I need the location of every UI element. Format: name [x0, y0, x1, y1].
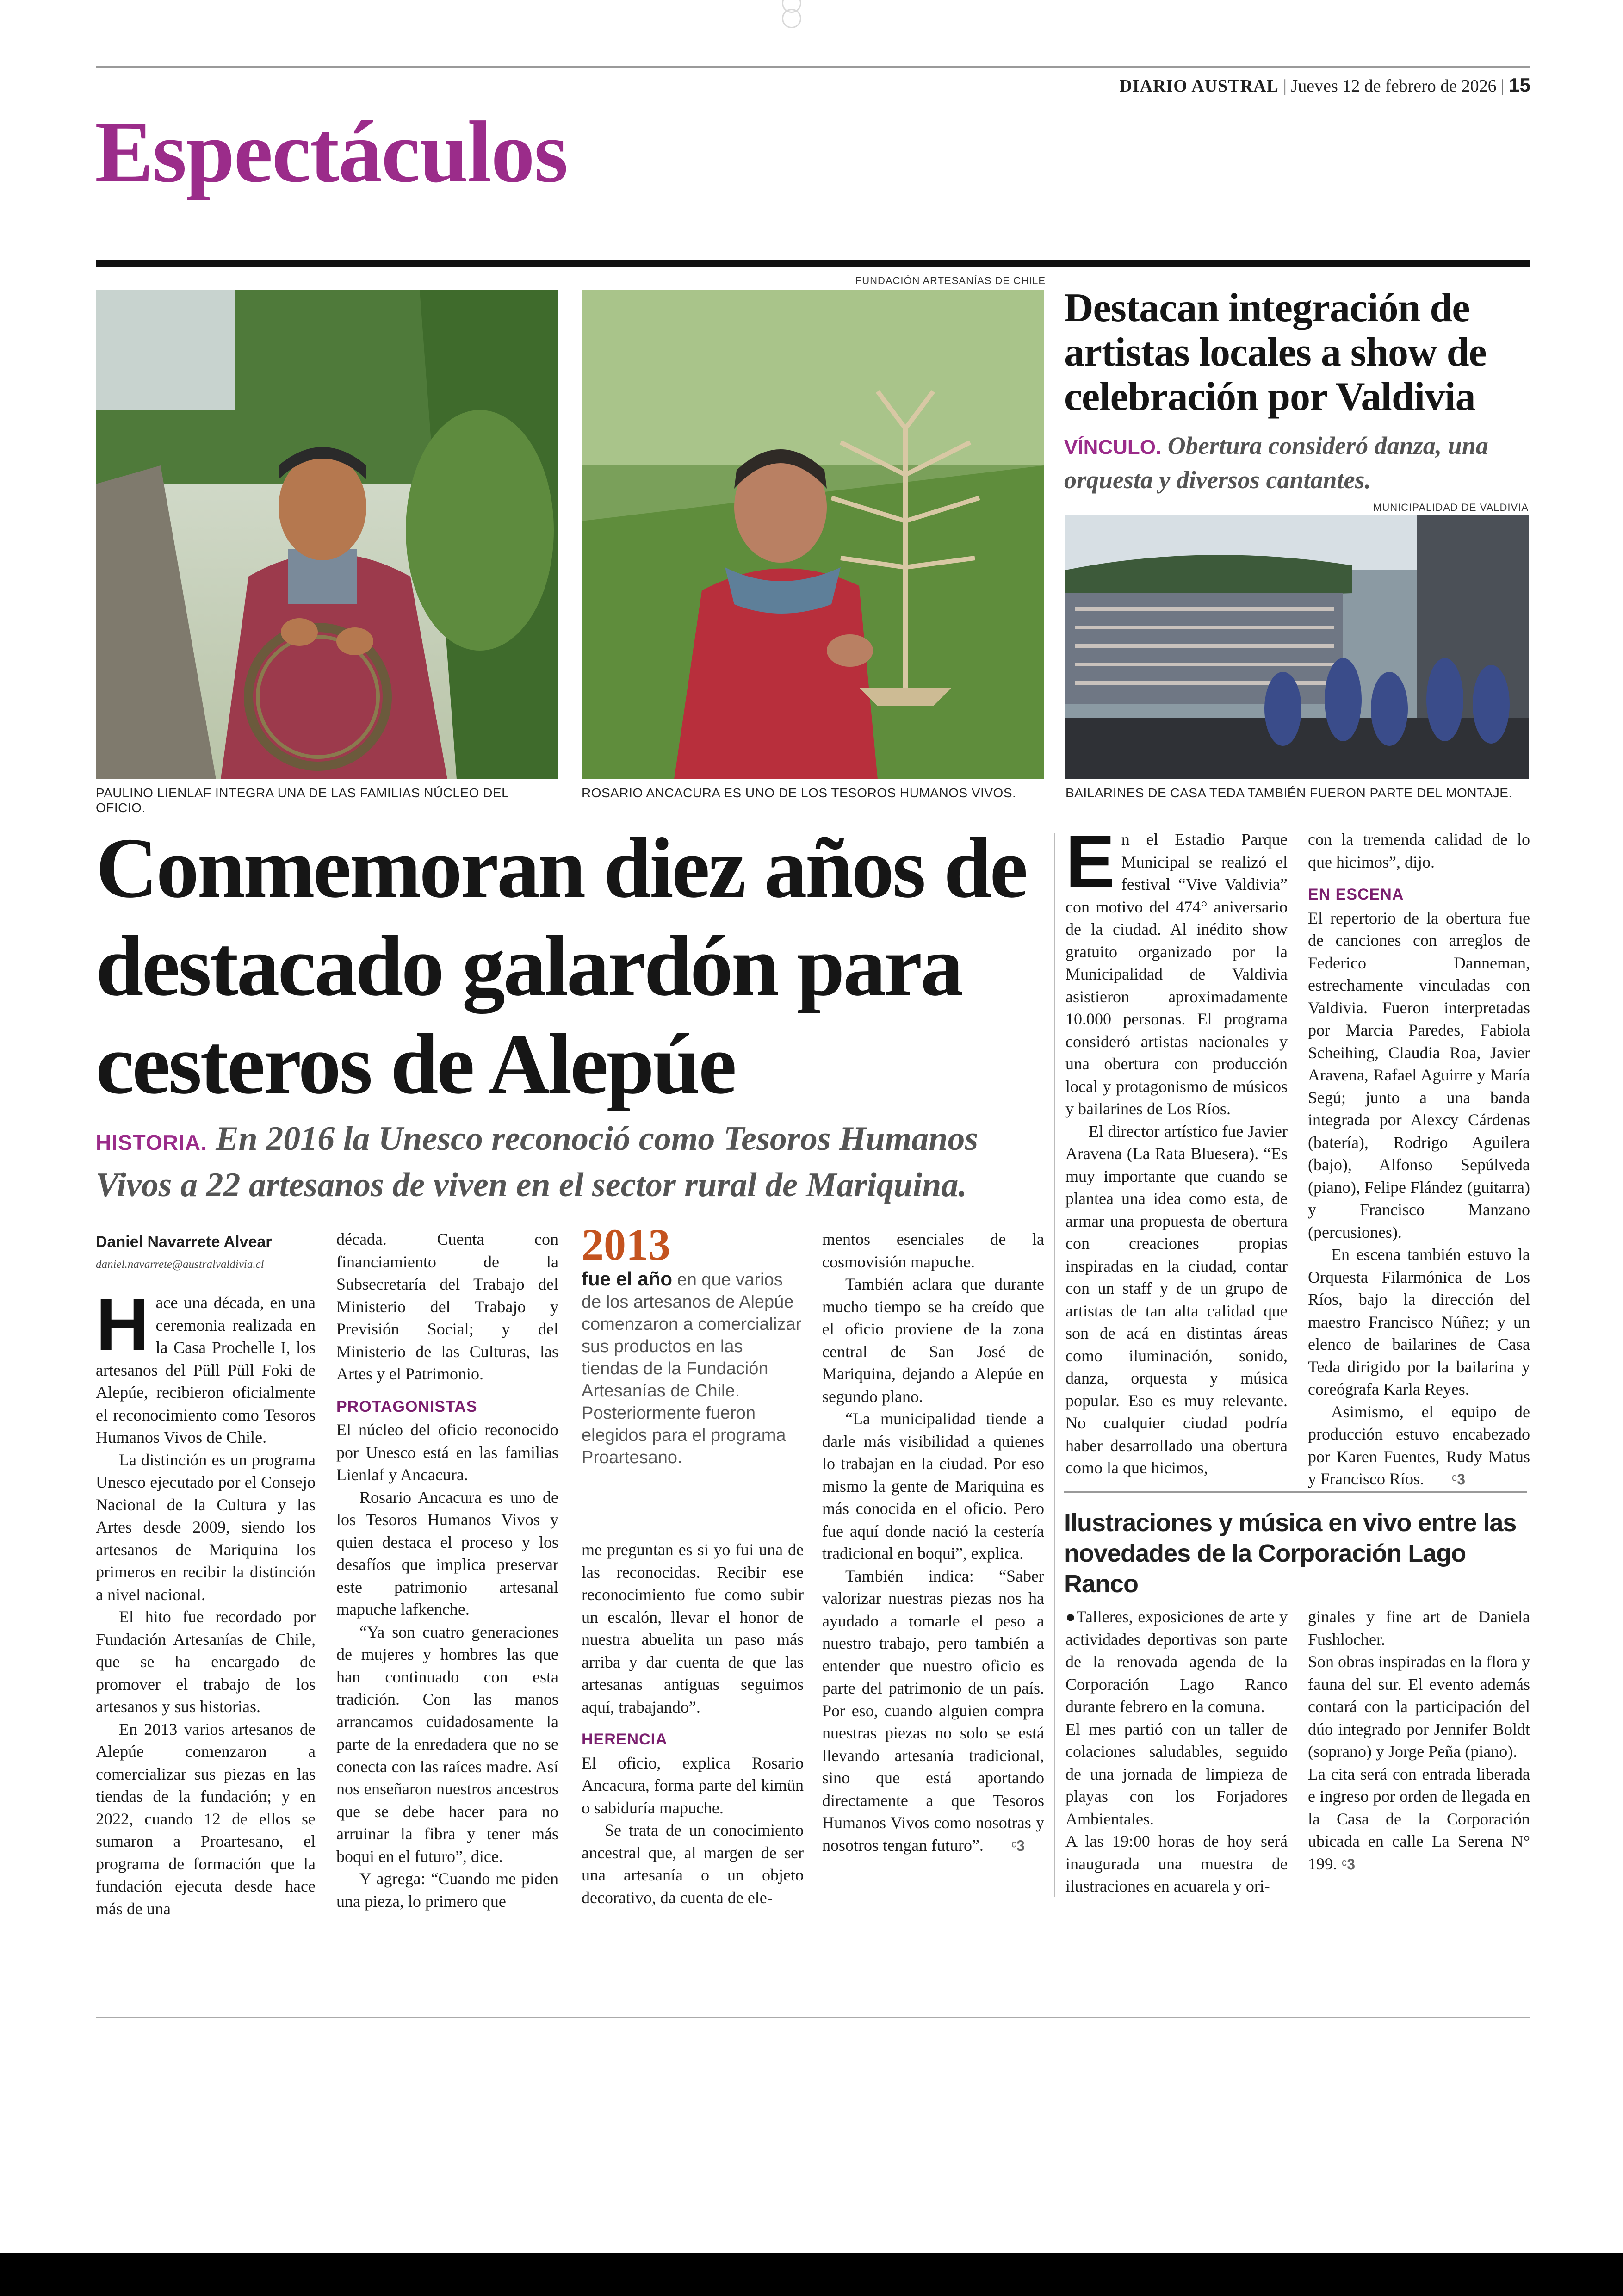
photo-vive-valdivia-show: [1065, 515, 1529, 779]
brief-col-1: [1065, 1606, 1288, 1898]
bullet-icon: ●: [1065, 1607, 1077, 1626]
brief-rule: [1064, 1491, 1527, 1493]
article-paragraph: mentos esenciales de la cosmovisión mapuche.: [822, 1230, 1044, 1271]
section-rule: [96, 260, 1530, 267]
side-article-deck-text: Obertura consideró danza, una orquesta y diversos cantantes.: [1064, 432, 1488, 494]
end-mark-icon: ᶜ𝟑: [1451, 1471, 1466, 1488]
article-paragraph: “La municipalidad tiende a darle más visibilidad a quienes lo trabajan en la ciudad. Por eso mismo la gente de Mariquina es más conocida en el oficio. Pero fue aquí donde nació la cestería tradicional en boqui”, explica.: [822, 1409, 1044, 1563]
page-header: DIARIO AUSTRAL | Jueves 12 de febrero de 2026 | 15: [1119, 74, 1530, 96]
article-paragraph: ginales y fine art de Daniela Fushlocher.: [1308, 1607, 1530, 1649]
article-paragraph: La cita será con entrada liberada e ingreso por orden de llegada en la Casa de la Corporación ubicada en calle La Serena N° 199. ᶜ𝟑: [1308, 1763, 1530, 1876]
article-paragraph: La distinción es un programa Unesco ejecutado por el Consejo Nacional de la Cultura y las Artes desde 2009, siendo los artesanos de Mariquina los primeros en recibir la distinción a nivel nacional.: [96, 1450, 316, 1604]
article-paragraph: Se trata de un conocimiento ancestral que, al margen de ser una artesanía o un objeto decorativo, da cuenta de ele-: [582, 1821, 804, 1907]
viewer-bottom-bar: [0, 2253, 1623, 2296]
end-mark-icon: ᶜ𝟑: [1011, 1837, 1025, 1854]
article-paragraph: En 2013 varios artesanos de Alepúe comenzaron a comercializar sus piezas en las tiendas de la fundación; y en 2022, cuando 12 de ellos se sumaron a Proartesano, el programa de formación que la fundación ejecuta desde hace más de una: [96, 1719, 316, 1918]
article-paragraph: me preguntan es si yo fui una de las reconocidas. Recibir ese reconocimiento fue como subir un escalón, llevar el honor de nuestra abuelita un paso más arriba y dar cuenta de que las artesanas antiguas seguimos aquí, trabajando”.: [582, 1540, 804, 1716]
subhead-en-escena: EN ESCENA: [1308, 886, 1404, 903]
year-callout: [582, 1222, 804, 1469]
article-paragraph: década. Cuenta con financiamiento de la Subsecretaría del Trabajo del Ministerio del Trabajo y Previsión Social; y del Ministerio de las Culturas, las Artes y el Patrimonio.: [336, 1230, 558, 1383]
page-nav-dots[interactable]: [782, 0, 837, 15]
article-paragraph: El oficio, explica Rosario Ancacura, forma parte del kimün o sabiduría mapuche.: [582, 1753, 804, 1817]
issue-date: Jueves 12 de febrero de 2026: [1291, 76, 1497, 96]
photo-caption-1: PAULINO LIENLAF INTEGRA UNA DE LAS FAMILIAS NÚCLEO DEL OFICIO.: [96, 786, 509, 815]
end-mark-icon: ᶜ𝟑: [1342, 1855, 1356, 1873]
article-paragraph: También indica: “Saber valorizar nuestras piezas nos ha ayudado a tomarle el peso a nuestro trabajo, pero también a entender que nuestro oficio es parte del patrimonio de un país. Por eso, cuando alguien compra nuestras piezas no solo se está llevando artesanía tradicional, sino que está aportando directamente a que Tesoros Humanos Vivos como nosotras y nosotros tengan futuro”. ᶜ𝟑: [822, 1565, 1044, 1857]
side-article-kicker: VÍNCULO.: [1064, 436, 1162, 459]
subhead-herencia: HERENCIA: [582, 1731, 668, 1748]
article-paragraph: Rosario Ancacura es uno de los Tesoros Humanos Vivos y quien destaca el proceso y los desafíos que implica preservar este patrimonio artesanal mapuche lafkenche.: [336, 1488, 558, 1619]
article-paragraph: El repertorio de la obertura fue de canciones con arreglos de Federico Danneman, estrechamente vinculadas con Valdivia. Fueron interpretadas por Marcia Paredes, Fabiola Scheihing, Claudia Roa, Javier Aravena, Rafael Aguirre y María Segú; junto a una banda integrada por Alexcy Cárdenas (batería), Rodrigo Aguilera (bajo), Alfonso Sepúlveda (piano), Felipe Flández (guitarra) y Francisco Manzano (percusiones).: [1308, 908, 1530, 1241]
article-paragraph: También aclara que durante mucho tiempo se ha creído que el oficio proviene de la zona central de San José de Mariquina, dejando a Alepúe en segundo plano.: [822, 1275, 1044, 1406]
side-photo-credit: MUNICIPALIDAD DE VALDIVIA: [1373, 502, 1529, 513]
page-number: 15: [1509, 74, 1530, 96]
article-paragraph: El núcleo del oficio reconocido por Unesco está en las familias Lienlaf y Ancacura.: [336, 1421, 558, 1484]
article-paragraph: Hace una década, en una ceremonia realizada en la Casa Prochelle I, los artesanos del Püll Püll Foki de Alepúe, recibieron oficialmente el reconocimiento como Tesoros Humanos Vivos de Chile.: [96, 1283, 316, 1446]
dropcap: H: [96, 1283, 149, 1366]
photo-caption-2: ROSARIO ANCACURA ES UNO DE LOS TESOROS HUMANOS VIVOS.: [582, 786, 1016, 800]
dropcap: E: [1065, 820, 1115, 903]
article-paragraph: con la tremenda calidad de lo que hicimos”, dijo.: [1308, 830, 1530, 871]
article-paragraph: Asimismo, el equipo de producción estuvo encabezado por Karen Fuentes, Rudy Matus y Francisco Ríos. ᶜ𝟑: [1308, 1401, 1530, 1491]
photo-credit: FUNDACIÓN ARTESANÍAS DE CHILE: [855, 275, 1046, 286]
callout-year: 2013: [582, 1220, 670, 1269]
article-paragraph: En el Estadio Parque Municipal se realizó el festival “Vive Valdivia” con motivo del 474° aniversario de la ciudad. Al inédito show gratuito organizado por la Municipalidad de Valdivia asistieron aproximadamente 10.000 personas. El programa consideró artistas nacionales y una obertura con producción local y protagonismo de músicos y bailarines de Los Ríos.: [1065, 820, 1288, 1118]
callout-bold: fue el año: [582, 1268, 673, 1290]
callout-text: fue el año en que varios de los artesanos de Alepúe comenzaron a comercializar sus productos en las tiendas de la Fundación Artesanías de Chile. Posteriormente fueron elegidos para el programa Proartesano.: [582, 1268, 802, 1467]
article-paragraph: Son obras inspiradas en la flora y fauna del sur. El evento además contará con la participación del dúo integrado por Jennifer Boldt (soprano) y Jorge Peña (piano).: [1308, 1652, 1530, 1761]
brief-col-2: [1308, 1606, 1530, 1875]
article-paragraph: A las 19:00 horas de hoy será inaugurada una muestra de ilustraciones en acuarela y ori-: [1065, 1832, 1288, 1895]
article-paragraph: El hito fue recordado por Fundación Artesanías de Chile, que se ha encargado de promover el trabajo de los artesanos y sus historias.: [96, 1607, 316, 1716]
footer-rule: [96, 2017, 1530, 2018]
publication-name: DIARIO AUSTRAL: [1119, 76, 1279, 96]
main-deck: [96, 1117, 1040, 1206]
photo-caption-3: BAILARINES DE CASA TEDA TAMBIÉN FUERON PARTE DEL MONTAJE.: [1065, 786, 1512, 800]
article-paragraph: Y agrega: “Cuando me piden una pieza, lo primero que: [336, 1869, 558, 1911]
article-paragraph: El mes partió con un taller de colaciones saludables, seguido de una jornada de limpieza de playas con los Forjadores Ambientales.: [1065, 1719, 1288, 1828]
photo-rosario-ancacura: [582, 290, 1044, 779]
brief-headline: Ilustraciones y música en vivo entre las novedades de la Corporación Lago Ranco: [1064, 1509, 1517, 1598]
side-article-deck: [1064, 429, 1531, 496]
article-paragraph: El director artístico fue Javier Aravena (La Rata Bluesera). “Es muy importante que cuando se plantea una idea como esta, de armar una propuesta de obertura con creaciones propias inspiradas en la ciudad, contar con un staff y de un grupo de artistas de tan alta calidad que son de acá en distintas áreas como iluminación, sonido, danza, orquesta y música popular. Eso es muy relevante. No cualquier ciudad podría haber desarrollado una obertura como la que hicimos,: [1065, 1122, 1288, 1477]
main-kicker: HISTORIA.: [96, 1130, 207, 1154]
main-article-col-4: [822, 1228, 1044, 1857]
subhead-protagonistas: PROTAGONISTAS: [336, 1397, 477, 1415]
section-title: Espectáculos: [95, 104, 567, 201]
main-deck-text: En 2016 la Unesco reconoció como Tesoros Humanos Vivos a 22 artesanos de viven en el sector rural de Mariquina.: [96, 1120, 979, 1204]
column-divider: [1054, 833, 1055, 1897]
side-article-col-1: [1065, 820, 1288, 1479]
side-article-headline: Destacan integración de artistas locales a show de celebración por Valdivia: [1064, 285, 1487, 419]
article-paragraph: En escena también estuvo la Orquesta Filarmónica de Los Ríos, bajo la dirección del maestro Francisco Núñez; y un elenco de bailarines de Casa Teda dirigido por la bailarina y coreógrafa Karla Reyes.: [1308, 1245, 1530, 1398]
main-article-col-3: [582, 1539, 804, 1909]
header-rule: [96, 66, 1530, 68]
author-name: Daniel Navarrete Alvear: [96, 1233, 272, 1251]
author-email[interactable]: daniel.navarrete@australvaldivia.cl: [96, 1258, 264, 1271]
main-article-col-1: [96, 1231, 316, 1920]
side-article-col-2: [1308, 828, 1530, 1491]
main-article-col-2: [336, 1228, 558, 1912]
article-paragraph: ●Talleres, exposiciones de arte y actividades deportivas son parte de la renovada agenda de la Corporación Lago Ranco durante febrero en la comuna.: [1065, 1607, 1288, 1716]
article-paragraph: “Ya son cuatro generaciones de mujeres y hombres las que han continuado con esta tradición. Con las manos arrancamos cuidadosamente la parte de la enredadera que no se conecta con las raíces madre. Así nos enseñaron nuestros ancestros que se debe hacer para no arruinar la fibra y tener más boqui en el futuro”, dice.: [336, 1622, 558, 1866]
photo-paulino-lienlaf: [96, 290, 558, 779]
main-headline: Conmemoran diez años de destacado galardón para cesteros de Alepúe: [96, 820, 1026, 1112]
